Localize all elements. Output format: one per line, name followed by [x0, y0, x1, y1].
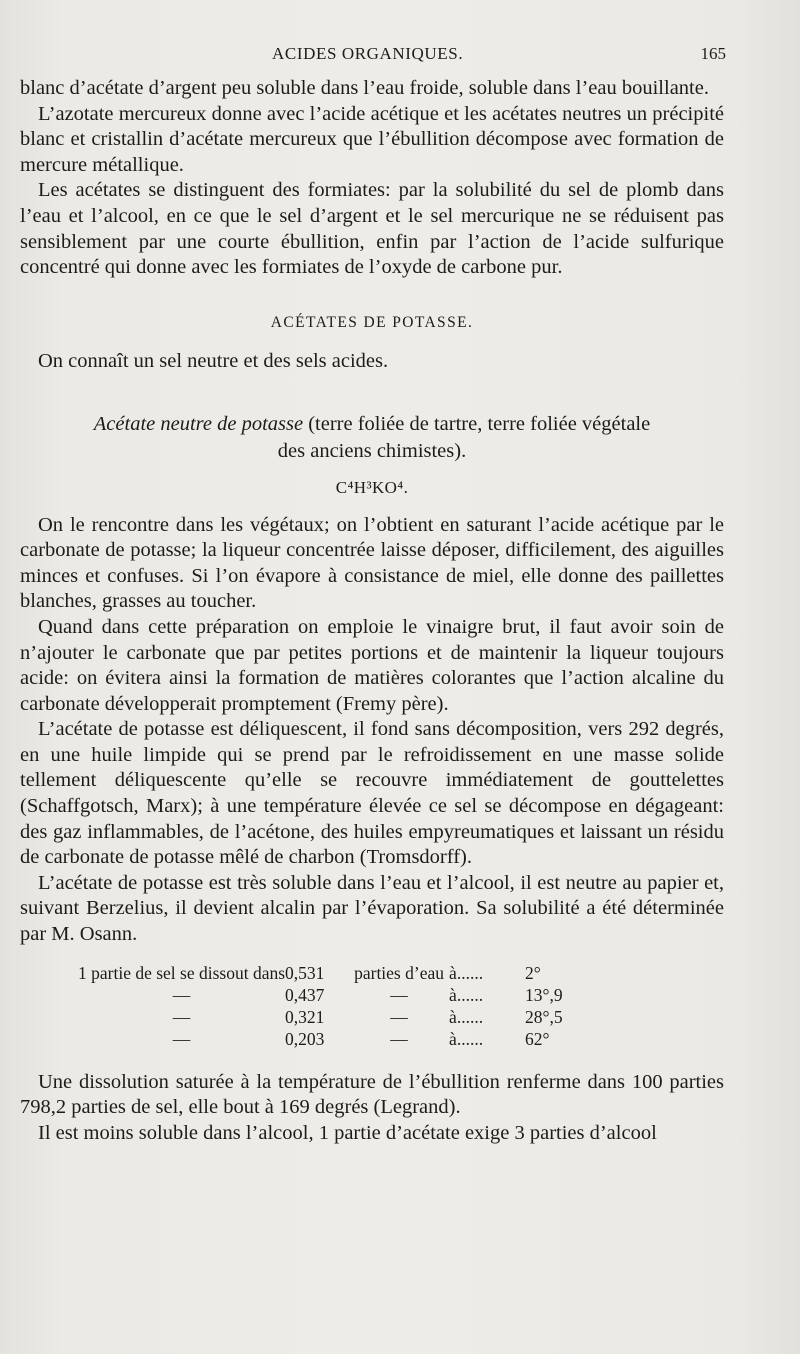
paragraph-7: L’acétate de potasse est déliquescent, il fond sans décomposition, vers 292 degrés, en une huile limpide qui se prend par le refroidissement en une masse solide tellement déliquescente qu’elle se recouvre immédiatement de gouttelettes (Schaffgotsch, Marx); à une température élevée ce sel se décompose en dégageant: des gaz inflammables, de l’acétone, des huiles empyreumatiques et laissant un résidu de carbonate de potasse mêlé de charbon (Tromsdorff). — [20, 718, 724, 869]
paragraph-8: L’acétate de potasse est très soluble dans l’eau et l’alcool, il est neutre au papier et, suivant Berzelius, il devient alcalin par l’évaporation. Sa solubilité a été déterminée par M. Osann. — [20, 871, 724, 946]
paragraph-3: Les acétates se distinguent des formiates: par la solubilité du sel de plomb dans l’eau et l’alcool, en ce que le sel d’argent et le sel mercurique ne se réduisent pas sensiblement par une courte ébullition, enfin par l’action de l’acide sulfurique concentré qui donne avec les formiates de l’oxyde de carbone pur. — [20, 179, 724, 279]
compound-title-rest-2: des anciens chimistes). — [277, 439, 467, 462]
table-cell-at: à...... — [449, 1028, 484, 1049]
table-cell-water: — — [390, 984, 408, 1005]
compound-title — [20, 411, 724, 465]
paragraph-2: L’azotate mercureux donne avec l’acide acétique et les acétates neutres un précipité blanc et cristallin d’acétate mercureux que l’ébullition décompose avec formation de mercure métallique. — [20, 102, 724, 176]
table-cell-water: parties d’eau — [354, 962, 444, 983]
table-cell-water: — — [390, 1028, 408, 1049]
section-heading: ACÉTATES DE POTASSE. — [270, 313, 474, 331]
table-cell-at: à...... — [449, 984, 484, 1005]
table-cell-lead: 1 partie de sel se dissout dans — [78, 962, 286, 983]
table-cell-parts: 0,437 — [285, 984, 325, 1005]
table-cell-parts: 0,531 — [285, 962, 325, 983]
paragraph-1: blanc d’acétate d’argent peu soluble dans l’eau froide, soluble dans l’eau bouillante. — [20, 77, 709, 99]
paragraph-10: Il est moins soluble dans l’alcool, 1 partie d’acétate exige 3 parties d’alcool — [38, 1121, 657, 1144]
page-number: 165 — [700, 44, 726, 63]
table-row — [78, 962, 581, 984]
table-cell-lead: — — [172, 1006, 191, 1027]
table-cell-lead: — — [172, 984, 191, 1005]
solubility-table — [78, 962, 581, 1050]
table-cell-parts: 0,321 — [285, 1006, 325, 1027]
table-row — [78, 984, 581, 1006]
page-header — [0, 44, 800, 72]
table-cell-lead: — — [172, 1028, 191, 1049]
table-cell-temp: 13°,9 — [525, 984, 563, 1005]
table-row — [78, 1006, 581, 1028]
table-cell-at: à...... — [449, 1006, 484, 1027]
running-title: ACIDES ORGANIQUES. — [272, 44, 464, 63]
compound-title-italic: Acétate neutre de potasse — [93, 412, 304, 435]
page-body — [20, 76, 724, 1146]
table-cell-temp: 28°,5 — [525, 1006, 563, 1027]
compound-title-rest-1: (terre foliée de tartre, terre foliée végétale — [303, 412, 651, 435]
table-cell-water: — — [390, 1006, 408, 1027]
table-cell-parts: 0,203 — [285, 1028, 325, 1049]
table-row — [78, 1028, 581, 1050]
table-cell-at: à...... — [449, 962, 484, 983]
chemical-formula: C⁴H³KO⁴. — [335, 477, 409, 497]
paragraph-6: Quand dans cette préparation on emploie le vinaigre brut, il faut avoir soin de n’ajouter le carbonate que par petites portions et de maintenir la liqueur toujours acide: on évitera ainsi la formation de matières colorantes que l’action alcaline du carbonate développerait promptement (Fremy père). — [20, 615, 724, 715]
paragraph-4: On connaît un sel neutre et des sels acides. — [38, 350, 389, 373]
table-cell-temp: 62° — [525, 1028, 550, 1049]
paragraph-5: On le rencontre dans les végétaux; on l’obtient en saturant l’acide acétique par le carbonate de potasse; la liqueur concentrée laisse déposer, difficilement, des aiguilles minces et confuses. Si l’on évapore à consistance de miel, elle donne des paillettes blanches, grasses au toucher. — [20, 513, 724, 613]
paragraph-9: Une dissolution saturée à la température de l’ébullition renferme dans 100 parties 798,2 parties de sel, elle bout à 169 degrés (Legrand). — [20, 1070, 724, 1119]
table-cell-temp: 2° — [525, 962, 541, 983]
